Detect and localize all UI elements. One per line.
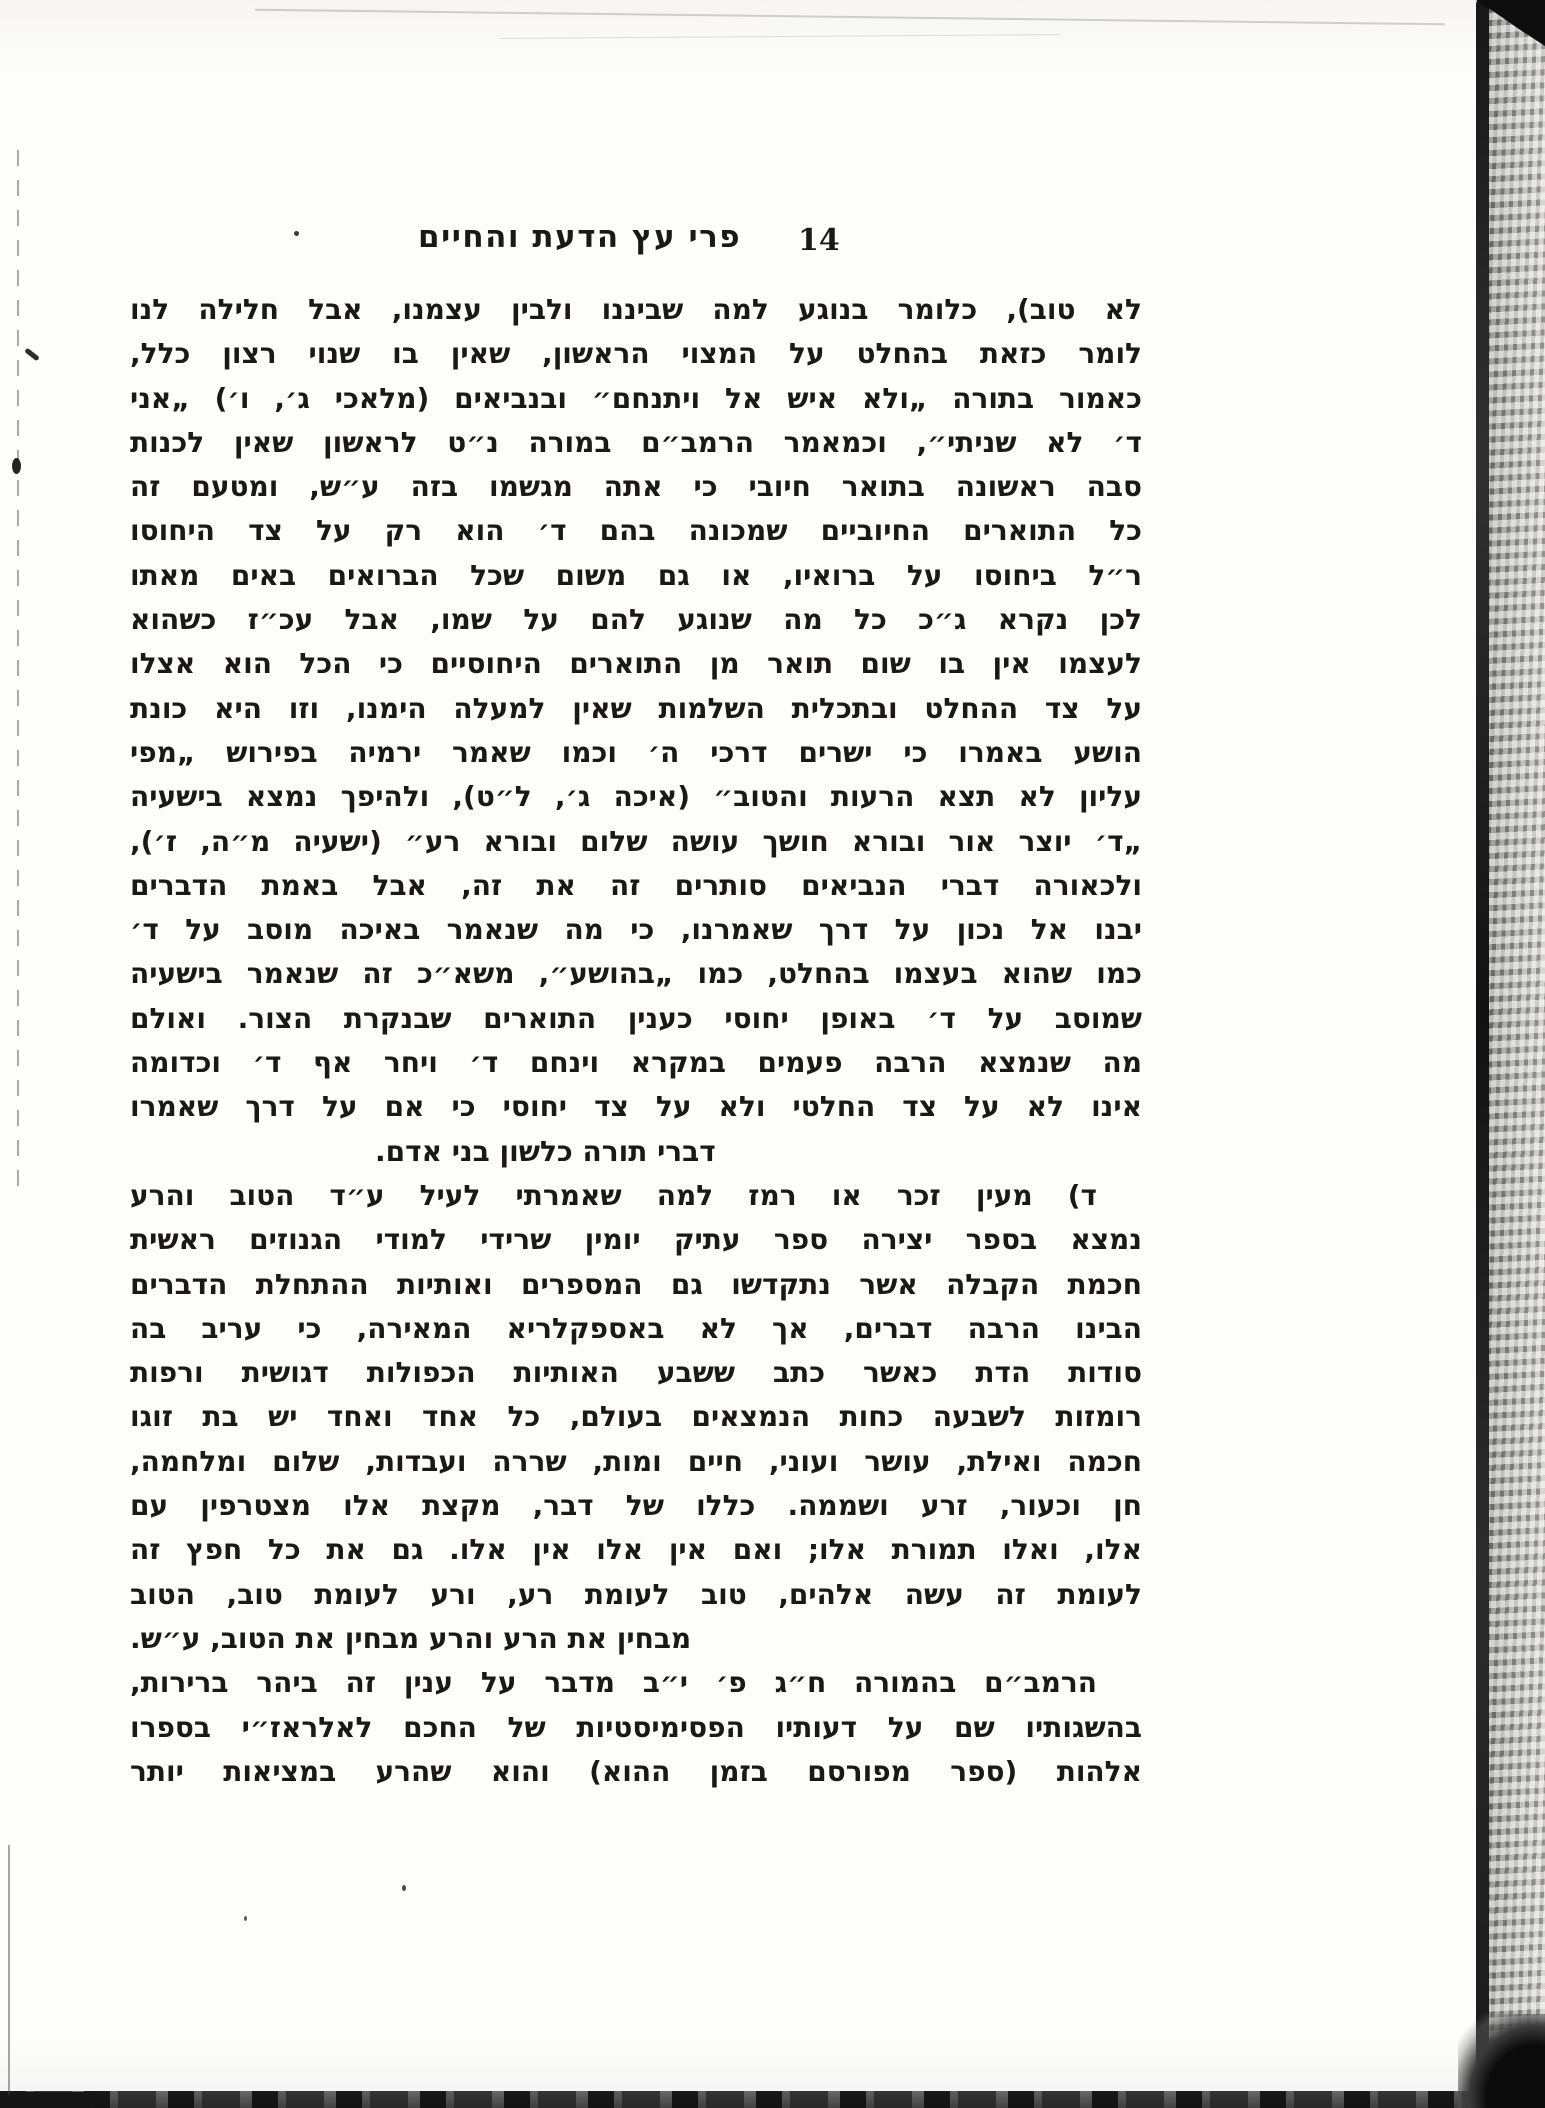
text-line: חכמה ואילת, עושר ועוני, חיים ומות, שררה ועבדות, שלום ומלחמה, <box>130 1444 1142 1478</box>
scan-speck <box>294 231 299 236</box>
text-line: ר״ל ביחוסו על ברואיו, או גם משום שכל הברואים באים מאתו <box>130 558 1142 592</box>
text-line: כל התוארים החיוביים שמכונה בהם ד׳ הוא רק על צד היחוסו <box>130 514 1142 548</box>
scan-gutter-texture <box>1489 0 1545 2108</box>
text-line: דברי תורה כלשון בני אדם. <box>375 1134 716 1168</box>
text-line: מה שנמצא הרבה פעמים במקרא וינחם ד׳ ויחר אף ד׳ וכדומה <box>130 1046 1142 1080</box>
text-line: אינו לא על צד החלטי ולא על צד יחוסי כי אם על דרך שאמרו <box>130 1090 1142 1124</box>
scan-left-edge-line <box>17 150 19 1190</box>
text-line: בהשגותיו שם על דעותיו הפסימיסטיות של החכם לאלראז״י בספרו <box>130 1710 1142 1744</box>
text-line: סבה ראשונה בתואר חיובי כי אתה מגשמו בזה ע״ש, ומטעם זה <box>130 470 1142 504</box>
text-line: רומזות לשבעה כחות הנמצאים בעולם, כל אחד ואחד יש בת זוגו <box>130 1400 1142 1434</box>
text-line: הרמב״ם בהמורה ח״ג פ׳ י״ב מדבר על ענין זה ביהר ברירות, <box>130 1666 1097 1700</box>
text-line: לא טוב), כלומר בנוגע למה שביננו ולבין עצמנו, אבל חלילה לנו <box>130 293 1142 326</box>
page-title: פרי עץ הדעת והחיים <box>418 219 742 255</box>
text-line: אלהות (ספר מפורסם בזמן ההוא) והוא שהרע במציאות יותר <box>130 1754 1142 1788</box>
text-line: הבינו הרבה דברים, אך לא באספקלריא המאירה, כי עריב בה <box>130 1311 1142 1345</box>
text-line: על צד ההחלט ובתכלית השלמות שאין למעלה הימנו, וזו היא כונת <box>130 691 1142 725</box>
scan-bottom-right-blob <box>1458 2014 1545 2108</box>
text-line: לעומת זה עשה אלהים, טוב לעומת רע, ורע לעומת טוב, הטוב <box>130 1577 1142 1611</box>
text-line: חן וכעור, זרע ושממה. כללו של דבר, מקצת אלו מצטרפין עם <box>130 1489 1142 1523</box>
text-line: הושע באמרו כי ישרים דרכי ה׳ וכמו שאמר ירמיה בפירוש „מפי <box>130 735 1142 769</box>
text-line: יבנו אל נכון על דרך שאמרנו, כי מה שנאמר באיכה מוסב על ד׳ <box>130 913 1142 947</box>
text-line: חכמת הקבלה אשר נתקדשו גם המספרים ואותיות ההתחלת הדברים <box>130 1267 1142 1301</box>
scan-bottom-left-mark <box>0 2092 95 2108</box>
scan-speck <box>12 458 21 474</box>
text-line: כמו שהוא בעצמו בהחלט, כמו „בהושע״, משא״כ זה שנאמר בישעיה <box>130 957 1142 991</box>
text-line: סודות הדת כאשר כתב ששבע האותיות הכפולות דגושית ורפות <box>130 1356 1142 1390</box>
text-line: לעצמו אין בו שום תואר מן התוארים היחוסיים כי הכל הוא אצלו <box>130 647 1142 681</box>
text-line: עליון לא תצא הרעות והטוב״ (איכה ג׳, ל״ט), ולהיפך נמצא בישעיה <box>130 780 1142 814</box>
scan-gutter-line <box>1476 0 1489 2108</box>
text-line: ד׳ לא שניתי״, וכמאמר הרמב״ם במורה נ״ט לראשון שאין לכנות <box>130 425 1142 459</box>
body-text-block <box>130 288 1142 1794</box>
text-line: ד) מעין זכר או רמז למה שאמרתי לעיל ע״ד הטוב והרע <box>130 1178 1097 1212</box>
text-line: מבחין את הרע והרע מבחין את הטוב, ע״ש. <box>130 1621 692 1655</box>
scan-bottom-edge <box>0 2091 1545 2108</box>
scan-left-edge-line <box>8 1845 10 2095</box>
text-line: אלו, ואלו תמורת אלו; ואם אין אלו אין אלו. גם את כל חפץ זה <box>130 1533 1142 1567</box>
text-line: ולכאורה דברי הנביאים סותרים זה את זה, אבל באמת הדברים <box>130 868 1142 902</box>
scan-speck <box>244 1916 247 1921</box>
text-line: נמצא בספר יצירה ספר עתיק יומין שרידי למודי הגנוזים ראשית <box>130 1223 1142 1257</box>
text-line: כאמור בתורה „ולא איש אל ויתנחם״ ובנביאים (מלאכי ג׳, ו׳) „אני <box>130 381 1142 415</box>
page-number: 14 <box>798 223 840 258</box>
text-line: שמוסב על ד׳ באופן יחוסי כענין התוארים שבנקרת הצור. ואולם <box>130 1001 1142 1035</box>
text-line: לומר כזאת בהחלט על המצוי הראשון, שאין בו שנוי רצון כלל, <box>130 337 1142 371</box>
scan-speck <box>402 1885 406 1891</box>
text-line: לכן נקרא ג״כ כל מה שנוגע להם על שמו, אבל עכ״ז כשהוא <box>130 603 1142 637</box>
text-line: „ד׳ יוצר אור ובורא חושך עושה שלום ובורא רע״ (ישעיה מ״ה, ז׳), <box>130 824 1142 858</box>
